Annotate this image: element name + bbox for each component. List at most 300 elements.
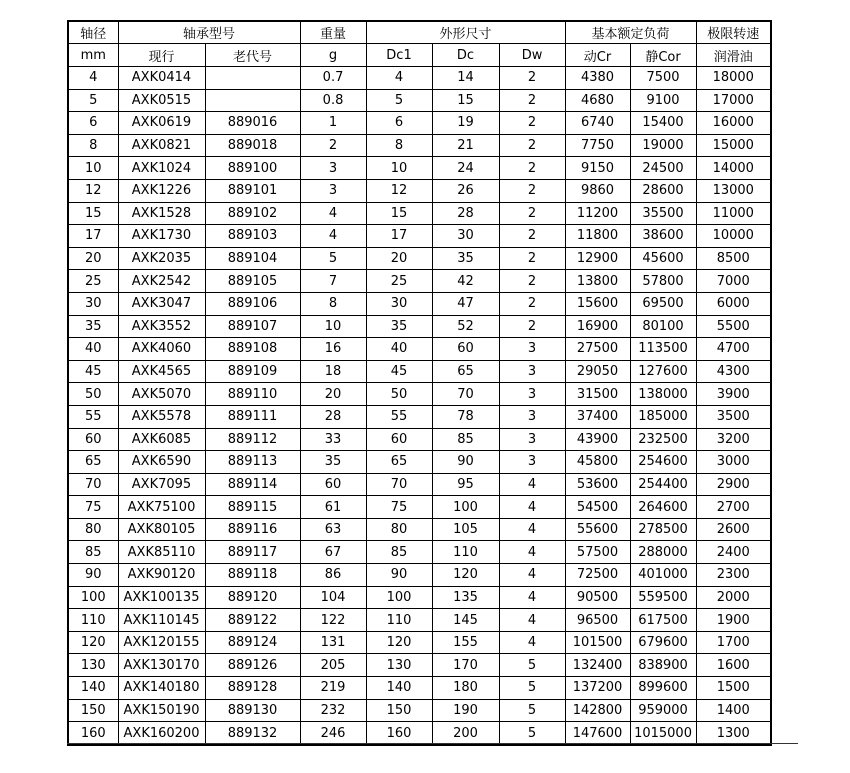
dc1-cell: 120 (366, 631, 432, 654)
current-model-cell: AXK1024 (118, 157, 205, 180)
current-model-cell: AXK140180 (118, 677, 205, 700)
table-row (68, 405, 771, 428)
dynamic-load-cell: 55600 (565, 518, 630, 541)
shaft-cell: 20 (68, 247, 118, 270)
limit-speed-cell: 11000 (696, 202, 771, 225)
static-load-cell: 138000 (630, 383, 696, 406)
dw-cell: 2 (499, 134, 565, 157)
static-load-cell: 254600 (630, 451, 696, 474)
limit-speed-cell: 4700 (696, 338, 771, 361)
dynamic-load-cell: 53600 (565, 473, 630, 496)
current-model-cell: AXK90120 (118, 564, 205, 587)
dc1-cell: 60 (366, 428, 432, 451)
dw-cell: 2 (499, 202, 565, 225)
header-load-rating: 基本额定负荷 (565, 21, 696, 44)
table-row (68, 677, 771, 700)
dc-cell: 145 (432, 609, 499, 632)
dc1-cell: 140 (366, 677, 432, 700)
shaft-cell: 120 (68, 631, 118, 654)
dynamic-load-cell: 13800 (565, 270, 630, 293)
header-shaft: 轴径 (68, 21, 118, 44)
current-model-cell: AXK100135 (118, 586, 205, 609)
shaft-cell: 60 (68, 428, 118, 451)
static-load-cell: 80100 (630, 315, 696, 338)
static-load-cell: 264600 (630, 496, 696, 519)
current-model-cell: AXK1226 (118, 179, 205, 202)
header-dimensions: 外形尺寸 (366, 21, 565, 44)
limit-speed-cell: 16000 (696, 112, 771, 135)
weight-cell: 61 (300, 496, 366, 519)
weight-cell: 10 (300, 315, 366, 338)
limit-speed-cell: 3000 (696, 451, 771, 474)
dw-cell: 3 (499, 360, 565, 383)
limit-speed-cell: 8500 (696, 247, 771, 270)
dc-cell: 120 (432, 564, 499, 587)
shaft-cell: 40 (68, 338, 118, 361)
limit-speed-cell: 1500 (696, 677, 771, 700)
static-load-cell: 127600 (630, 360, 696, 383)
bearing-spec-table (67, 20, 772, 746)
dynamic-load-cell: 9860 (565, 179, 630, 202)
dc-cell: 155 (432, 631, 499, 654)
weight-cell: 2 (300, 134, 366, 157)
old-code-cell: 889122 (205, 609, 300, 632)
old-code-cell: 889120 (205, 586, 300, 609)
dw-cell: 3 (499, 383, 565, 406)
dynamic-load-cell: 4680 (565, 89, 630, 112)
limit-speed-cell: 15000 (696, 134, 771, 157)
table-row (68, 67, 771, 90)
old-code-cell: 889112 (205, 428, 300, 451)
limit-speed-cell: 14000 (696, 157, 771, 180)
current-model-cell: AXK1730 (118, 225, 205, 248)
dc1-cell: 110 (366, 609, 432, 632)
dc1-cell: 6 (366, 112, 432, 135)
shaft-cell: 90 (68, 564, 118, 587)
static-load-cell: 559500 (630, 586, 696, 609)
shaft-cell: 100 (68, 586, 118, 609)
shaft-cell: 30 (68, 292, 118, 315)
table-row (68, 157, 771, 180)
current-model-cell: AXK150190 (118, 699, 205, 722)
dc-cell: 90 (432, 451, 499, 474)
dynamic-load-cell: 132400 (565, 654, 630, 677)
table-row (68, 383, 771, 406)
static-load-cell: 38600 (630, 225, 696, 248)
old-code-cell: 889114 (205, 473, 300, 496)
shaft-cell: 5 (68, 89, 118, 112)
dw-cell: 2 (499, 225, 565, 248)
weight-cell: 16 (300, 338, 366, 361)
dynamic-load-cell: 11200 (565, 202, 630, 225)
static-load-cell: 19000 (630, 134, 696, 157)
table-row (68, 202, 771, 225)
dc1-cell: 17 (366, 225, 432, 248)
dw-cell: 5 (499, 677, 565, 700)
dynamic-load-cell: 29050 (565, 360, 630, 383)
static-load-cell: 69500 (630, 292, 696, 315)
static-load-cell: 679600 (630, 631, 696, 654)
old-code-cell: 889128 (205, 677, 300, 700)
static-load-cell: 113500 (630, 338, 696, 361)
dc-cell: 200 (432, 722, 499, 745)
current-model-cell: AXK120155 (118, 631, 205, 654)
table-row (68, 89, 771, 112)
dw-cell: 2 (499, 315, 565, 338)
current-model-cell: AXK80105 (118, 518, 205, 541)
shaft-cell: 17 (68, 225, 118, 248)
old-code-cell: 889101 (205, 179, 300, 202)
shaft-cell: 85 (68, 541, 118, 564)
dc1-cell: 90 (366, 564, 432, 587)
old-code-cell: 889116 (205, 518, 300, 541)
table-row (68, 473, 771, 496)
old-code-cell: 889105 (205, 270, 300, 293)
dc1-cell: 70 (366, 473, 432, 496)
dynamic-load-cell: 45800 (565, 451, 630, 474)
shaft-cell: 6 (68, 112, 118, 135)
dw-cell: 4 (499, 564, 565, 587)
weight-cell: 0.8 (300, 89, 366, 112)
shaft-cell: 110 (68, 609, 118, 632)
dw-cell: 3 (499, 451, 565, 474)
dc-cell: 30 (432, 225, 499, 248)
shaft-cell: 12 (68, 179, 118, 202)
table-row (68, 518, 771, 541)
table-row (68, 134, 771, 157)
static-load-cell: 401000 (630, 564, 696, 587)
dw-cell: 2 (499, 89, 565, 112)
dw-cell: 2 (499, 247, 565, 270)
dc-cell: 135 (432, 586, 499, 609)
subheader-dc1: Dc1 (366, 44, 432, 67)
table-row (68, 225, 771, 248)
dc-cell: 24 (432, 157, 499, 180)
limit-speed-cell: 6000 (696, 292, 771, 315)
weight-cell: 60 (300, 473, 366, 496)
limit-speed-cell: 2600 (696, 518, 771, 541)
weight-cell: 63 (300, 518, 366, 541)
table-row (68, 360, 771, 383)
dynamic-load-cell: 43900 (565, 428, 630, 451)
dc-cell: 85 (432, 428, 499, 451)
table-row (68, 654, 771, 677)
static-load-cell: 7500 (630, 67, 696, 90)
shaft-cell: 35 (68, 315, 118, 338)
dw-cell: 2 (499, 179, 565, 202)
subheader-dynamic-load: 动Cr (565, 44, 630, 67)
dynamic-load-cell: 90500 (565, 586, 630, 609)
table-row (68, 722, 771, 745)
limit-speed-cell: 1900 (696, 609, 771, 632)
dynamic-load-cell: 27500 (565, 338, 630, 361)
dc1-cell: 4 (366, 67, 432, 90)
weight-cell: 205 (300, 654, 366, 677)
dc1-cell: 65 (366, 451, 432, 474)
dc-cell: 47 (432, 292, 499, 315)
dw-cell: 3 (499, 428, 565, 451)
limit-speed-cell: 1300 (696, 722, 771, 745)
weight-cell: 8 (300, 292, 366, 315)
static-load-cell: 254400 (630, 473, 696, 496)
dc1-cell: 160 (366, 722, 432, 745)
bottom-rule-left (67, 743, 770, 744)
dynamic-load-cell: 11800 (565, 225, 630, 248)
shaft-cell: 75 (68, 496, 118, 519)
limit-speed-cell: 4300 (696, 360, 771, 383)
shaft-cell: 140 (68, 677, 118, 700)
shaft-cell: 70 (68, 473, 118, 496)
dc1-cell: 8 (366, 134, 432, 157)
old-code-cell: 889103 (205, 225, 300, 248)
subheader-static-load: 静Cor (630, 44, 696, 67)
shaft-cell: 45 (68, 360, 118, 383)
limit-speed-cell: 2700 (696, 496, 771, 519)
table-row (68, 631, 771, 654)
dw-cell: 5 (499, 722, 565, 745)
header-bearing-model: 轴承型号 (118, 21, 300, 44)
old-code-cell: 889109 (205, 360, 300, 383)
dc1-cell: 10 (366, 157, 432, 180)
dc1-cell: 80 (366, 518, 432, 541)
old-code-cell: 889110 (205, 383, 300, 406)
subheader-weight-unit: g (300, 44, 366, 67)
shaft-cell: 10 (68, 157, 118, 180)
shaft-cell: 65 (68, 451, 118, 474)
weight-cell: 86 (300, 564, 366, 587)
weight-cell: 28 (300, 405, 366, 428)
dc-cell: 105 (432, 518, 499, 541)
weight-cell: 35 (300, 451, 366, 474)
dc1-cell: 5 (366, 89, 432, 112)
dynamic-load-cell: 9150 (565, 157, 630, 180)
table-row (68, 541, 771, 564)
limit-speed-cell: 2000 (696, 586, 771, 609)
table-row (68, 179, 771, 202)
dc1-cell: 130 (366, 654, 432, 677)
weight-cell: 20 (300, 383, 366, 406)
limit-speed-cell: 2400 (696, 541, 771, 564)
dw-cell: 4 (499, 541, 565, 564)
shaft-cell: 4 (68, 67, 118, 90)
weight-cell: 1 (300, 112, 366, 135)
dc-cell: 110 (432, 541, 499, 564)
shaft-cell: 50 (68, 383, 118, 406)
dc1-cell: 75 (366, 496, 432, 519)
shaft-cell: 160 (68, 722, 118, 745)
dynamic-load-cell: 72500 (565, 564, 630, 587)
table-row (68, 564, 771, 587)
static-load-cell: 838900 (630, 654, 696, 677)
current-model-cell: AXK3552 (118, 315, 205, 338)
dw-cell: 2 (499, 270, 565, 293)
dw-cell: 2 (499, 292, 565, 315)
static-load-cell: 1015000 (630, 722, 696, 745)
old-code-cell: 889104 (205, 247, 300, 270)
limit-speed-cell: 1700 (696, 631, 771, 654)
dc-cell: 100 (432, 496, 499, 519)
old-code-cell: 889130 (205, 699, 300, 722)
dw-cell: 4 (499, 473, 565, 496)
limit-speed-cell: 5500 (696, 315, 771, 338)
table-row (68, 247, 771, 270)
old-code-cell: 889111 (205, 405, 300, 428)
dynamic-load-cell: 57500 (565, 541, 630, 564)
dynamic-load-cell: 16900 (565, 315, 630, 338)
table-row (68, 496, 771, 519)
limit-speed-cell: 3900 (696, 383, 771, 406)
table-row (68, 699, 771, 722)
old-code-cell: 889113 (205, 451, 300, 474)
dc-cell: 180 (432, 677, 499, 700)
static-load-cell: 288000 (630, 541, 696, 564)
dw-cell: 4 (499, 631, 565, 654)
header-row-sub (68, 44, 771, 67)
old-code-cell: 889118 (205, 564, 300, 587)
dw-cell: 3 (499, 405, 565, 428)
dc-cell: 19 (432, 112, 499, 135)
dc-cell: 95 (432, 473, 499, 496)
dc1-cell: 50 (366, 383, 432, 406)
dc-cell: 21 (432, 134, 499, 157)
dc-cell: 42 (432, 270, 499, 293)
dynamic-load-cell: 4380 (565, 67, 630, 90)
current-model-cell: AXK0414 (118, 67, 205, 90)
dw-cell: 4 (499, 518, 565, 541)
dc-cell: 70 (432, 383, 499, 406)
current-model-cell: AXK0515 (118, 89, 205, 112)
current-model-cell: AXK2542 (118, 270, 205, 293)
old-code-cell: 889107 (205, 315, 300, 338)
old-code-cell (205, 89, 300, 112)
current-model-cell: AXK75100 (118, 496, 205, 519)
dc1-cell: 85 (366, 541, 432, 564)
old-code-cell: 889016 (205, 112, 300, 135)
dynamic-load-cell: 31500 (565, 383, 630, 406)
table-body (68, 67, 771, 745)
dc1-cell: 150 (366, 699, 432, 722)
subheader-shaft-unit: mm (68, 44, 118, 67)
old-code-cell: 889100 (205, 157, 300, 180)
dw-cell: 5 (499, 654, 565, 677)
dc1-cell: 35 (366, 315, 432, 338)
subheader-dc: Dc (432, 44, 499, 67)
current-model-cell: AXK0619 (118, 112, 205, 135)
dw-cell: 4 (499, 586, 565, 609)
header-weight: 重量 (300, 21, 366, 44)
table-row (68, 428, 771, 451)
old-code-cell: 889126 (205, 654, 300, 677)
dynamic-load-cell: 101500 (565, 631, 630, 654)
shaft-cell: 55 (68, 405, 118, 428)
subheader-oil-lubrication: 润滑油 (696, 44, 771, 67)
dw-cell: 2 (499, 67, 565, 90)
static-load-cell: 185000 (630, 405, 696, 428)
dc1-cell: 25 (366, 270, 432, 293)
dc-cell: 60 (432, 338, 499, 361)
dc1-cell: 100 (366, 586, 432, 609)
current-model-cell: AXK4565 (118, 360, 205, 383)
static-load-cell: 9100 (630, 89, 696, 112)
shaft-cell: 25 (68, 270, 118, 293)
dc-cell: 78 (432, 405, 499, 428)
table-row (68, 315, 771, 338)
current-model-cell: AXK1528 (118, 202, 205, 225)
old-code-cell: 889115 (205, 496, 300, 519)
current-model-cell: AXK110145 (118, 609, 205, 632)
static-load-cell: 57800 (630, 270, 696, 293)
static-load-cell: 24500 (630, 157, 696, 180)
header-row-top (68, 21, 771, 44)
current-model-cell: AXK4060 (118, 338, 205, 361)
static-load-cell: 617500 (630, 609, 696, 632)
dynamic-load-cell: 142800 (565, 699, 630, 722)
subheader-dw: Dw (499, 44, 565, 67)
weight-cell: 104 (300, 586, 366, 609)
old-code-cell: 889124 (205, 631, 300, 654)
dc-cell: 190 (432, 699, 499, 722)
current-model-cell: AXK6085 (118, 428, 205, 451)
static-load-cell: 35500 (630, 202, 696, 225)
limit-speed-cell: 18000 (696, 67, 771, 90)
current-model-cell: AXK160200 (118, 722, 205, 745)
limit-speed-cell: 1600 (696, 654, 771, 677)
limit-speed-cell: 13000 (696, 179, 771, 202)
dc-cell: 14 (432, 67, 499, 90)
table-row (68, 270, 771, 293)
current-model-cell: AXK85110 (118, 541, 205, 564)
dc1-cell: 12 (366, 179, 432, 202)
dc-cell: 15 (432, 89, 499, 112)
dc-cell: 28 (432, 202, 499, 225)
dc1-cell: 55 (366, 405, 432, 428)
shaft-cell: 150 (68, 699, 118, 722)
old-code-cell: 889018 (205, 134, 300, 157)
dw-cell: 2 (499, 112, 565, 135)
limit-speed-cell: 2900 (696, 473, 771, 496)
static-load-cell: 45600 (630, 247, 696, 270)
dynamic-load-cell: 6740 (565, 112, 630, 135)
limit-speed-cell: 3200 (696, 428, 771, 451)
shaft-cell: 8 (68, 134, 118, 157)
limit-speed-cell: 10000 (696, 225, 771, 248)
limit-speed-cell: 7000 (696, 270, 771, 293)
dynamic-load-cell: 37400 (565, 405, 630, 428)
dynamic-load-cell: 137200 (565, 677, 630, 700)
current-model-cell: AXK130170 (118, 654, 205, 677)
dc1-cell: 20 (366, 247, 432, 270)
weight-cell: 219 (300, 677, 366, 700)
dynamic-load-cell: 147600 (565, 722, 630, 745)
table-row (68, 112, 771, 135)
limit-speed-cell: 1400 (696, 699, 771, 722)
dw-cell: 2 (499, 157, 565, 180)
dc1-cell: 40 (366, 338, 432, 361)
static-load-cell: 278500 (630, 518, 696, 541)
shaft-cell: 130 (68, 654, 118, 677)
weight-cell: 4 (300, 225, 366, 248)
header-limit-speed: 极限转速 (696, 21, 771, 44)
weight-cell: 5 (300, 247, 366, 270)
weight-cell: 3 (300, 179, 366, 202)
dynamic-load-cell: 7750 (565, 134, 630, 157)
current-model-cell: AXK7095 (118, 473, 205, 496)
shaft-cell: 80 (68, 518, 118, 541)
subheader-old-code: 老代号 (205, 44, 300, 67)
weight-cell: 232 (300, 699, 366, 722)
old-code-cell: 889108 (205, 338, 300, 361)
dc-cell: 26 (432, 179, 499, 202)
